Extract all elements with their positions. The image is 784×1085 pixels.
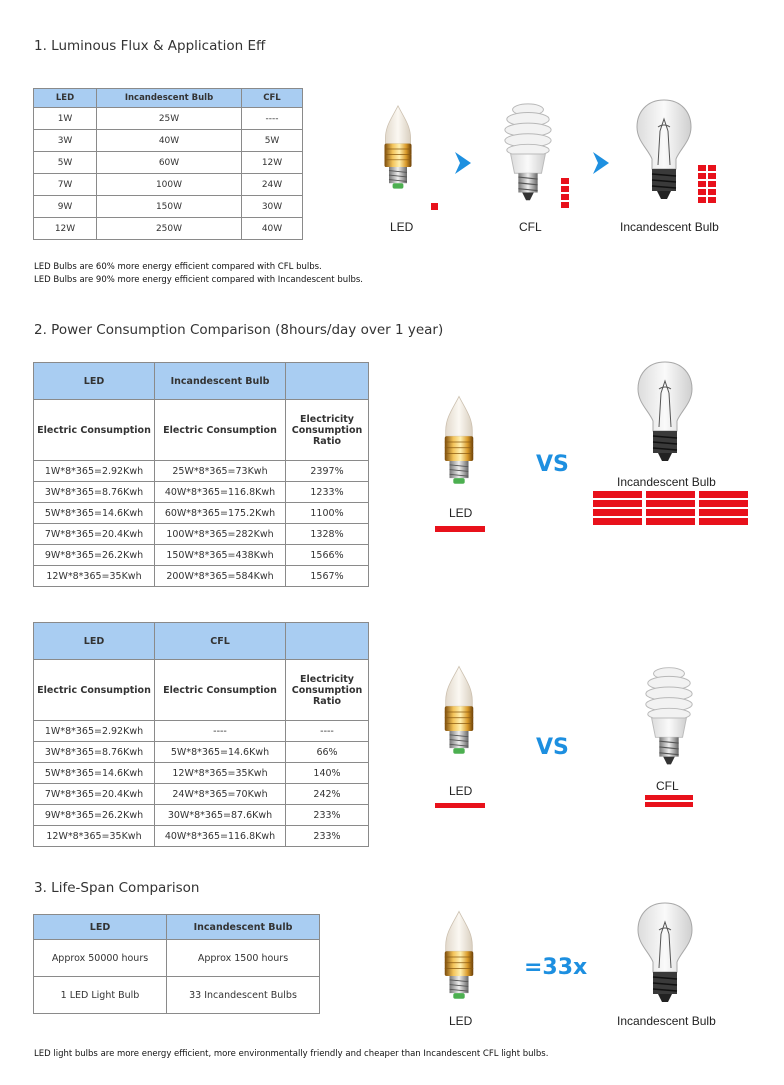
table-cell: 1328%	[286, 524, 369, 545]
table-cell: 150W	[97, 196, 242, 218]
table-cell: 40W	[97, 130, 242, 152]
led-label: LED	[449, 784, 473, 798]
table-row	[34, 503, 369, 524]
table-row	[34, 108, 303, 130]
table-row	[34, 152, 303, 174]
table-cell: 12W	[242, 152, 303, 174]
table-row	[34, 524, 369, 545]
table-cell: 3W*8*365=8.76Kwh	[34, 482, 155, 503]
table-cell: 12W*8*365=35Kwh	[34, 826, 155, 847]
incandescent-energy-bars	[698, 165, 716, 203]
table-cell: 242%	[286, 784, 369, 805]
table-header	[286, 623, 369, 660]
table-header: CFL	[155, 623, 286, 660]
table-subheader: Electricity Consumption Ratio	[286, 660, 369, 721]
table-cell: 12W	[34, 218, 97, 240]
table-cell: 12W*8*365=35Kwh	[155, 763, 286, 784]
led-label: LED	[449, 506, 473, 520]
table-cell: ----	[242, 108, 303, 130]
table-cell: 140%	[286, 763, 369, 784]
table-cell: 3W	[34, 130, 97, 152]
table-row	[34, 566, 369, 587]
table-cell: 24W	[242, 174, 303, 196]
table-cell: 33 Incandescent Bulbs	[167, 977, 320, 1014]
led-bulb-icon	[440, 905, 478, 1009]
table-cell: 1W*8*365=2.92Kwh	[34, 721, 155, 742]
cfl-energy-bar	[561, 186, 569, 192]
table-cell: Approx 1500 hours	[167, 940, 320, 977]
table-cell: ----	[155, 721, 286, 742]
table-header: Incandescent Bulb	[97, 89, 242, 108]
note-line: LED Bulbs are 60% more energy efficient compared with CFL bulbs.	[34, 262, 322, 272]
section3-title: 3. Life-Span Comparison	[34, 880, 200, 896]
incandescent-energy-bars	[593, 491, 748, 525]
cfl-energy-bar	[561, 202, 569, 208]
led-bulb-icon	[440, 660, 478, 764]
footer-note: LED light bulbs are more energy efficient, more environmentally friendly and cheaper than Incandescent CFL light bulbs.	[34, 1049, 549, 1059]
table-header: LED	[34, 89, 97, 108]
table-row	[34, 130, 303, 152]
incandescent-bulb-icon	[635, 900, 695, 1010]
table-cell: 5W*8*365=14.6Kwh	[34, 763, 155, 784]
table-cell: 233%	[286, 826, 369, 847]
table-cell: 250W	[97, 218, 242, 240]
incandescent-bulb-icon	[635, 358, 695, 470]
table-cell: 5W	[242, 130, 303, 152]
table-row	[34, 940, 320, 977]
table-header: LED	[34, 363, 155, 400]
table-cell: 25W	[97, 108, 242, 130]
table-row	[34, 196, 303, 218]
table-header: Incandescent Bulb	[167, 915, 320, 940]
table-subheader: Electric Consumption	[34, 400, 155, 461]
table-cell: 3W*8*365=8.76Kwh	[34, 742, 155, 763]
note-line: LED Bulbs are 90% more energy efficient compared with Incandescent bulbs.	[34, 275, 364, 285]
incandescent-bulb-icon	[634, 97, 694, 207]
table-cell: 100W	[97, 174, 242, 196]
ratio-text: =33x	[524, 955, 588, 980]
table-cell: 1 LED Light Bulb	[34, 977, 167, 1014]
led-label: LED	[449, 1014, 473, 1028]
table-row	[34, 174, 303, 196]
table-header	[286, 363, 369, 400]
table-subheader: Electric Consumption	[155, 660, 286, 721]
table-cell: 1233%	[286, 482, 369, 503]
incandescent-label: Incandescent Bulb	[617, 1014, 716, 1028]
table-cell: 30W	[242, 196, 303, 218]
table-cell: 9W	[34, 196, 97, 218]
led-bulb-icon	[440, 390, 478, 494]
power-consumption-table-cfl	[33, 622, 369, 847]
table-cell: ----	[286, 721, 369, 742]
table-row	[34, 826, 369, 847]
table-cell: 60W	[97, 152, 242, 174]
table-cell: 5W	[34, 152, 97, 174]
table-cell: 5W*8*365=14.6Kwh	[155, 742, 286, 763]
table-cell: Approx 50000 hours	[34, 940, 167, 977]
table-header: LED	[34, 915, 167, 940]
table-cell: 1W	[34, 108, 97, 130]
luminous-flux-table	[33, 88, 303, 240]
vs-text: VS	[536, 452, 569, 477]
led-energy-bar	[435, 803, 485, 808]
incandescent-label: Incandescent Bulb	[620, 220, 719, 234]
table-cell: 12W*8*365=35Kwh	[34, 566, 155, 587]
table-cell: 100W*8*365=282Kwh	[155, 524, 286, 545]
table-header: CFL	[242, 89, 303, 108]
table-row	[34, 721, 369, 742]
table-row	[34, 784, 369, 805]
table-subheader: Electric Consumption	[155, 400, 286, 461]
table-row	[34, 805, 369, 826]
table-cell: 1567%	[286, 566, 369, 587]
table-cell: 40W*8*365=116.8Kwh	[155, 482, 286, 503]
life-span-table	[33, 914, 320, 1014]
table-cell: 9W*8*365=26.2Kwh	[34, 545, 155, 566]
table-row	[34, 482, 369, 503]
table-cell: 7W*8*365=20.4Kwh	[34, 524, 155, 545]
table-subheader: Electric Consumption	[34, 660, 155, 721]
cfl-label: CFL	[656, 779, 679, 793]
table-cell: 150W*8*365=438Kwh	[155, 545, 286, 566]
chevron-right-icon	[452, 150, 474, 176]
table-header: Incandescent Bulb	[155, 363, 286, 400]
table-row	[34, 977, 320, 1014]
cfl-energy-bar	[645, 795, 693, 800]
table-cell: 200W*8*365=584Kwh	[155, 566, 286, 587]
cfl-bulb-icon	[640, 663, 698, 771]
table-cell: 7W*8*365=20.4Kwh	[34, 784, 155, 805]
table-cell: 66%	[286, 742, 369, 763]
table-cell: 5W*8*365=14.6Kwh	[34, 503, 155, 524]
table-cell: 9W*8*365=26.2Kwh	[34, 805, 155, 826]
cfl-energy-bar	[645, 802, 693, 807]
table-row	[34, 763, 369, 784]
table-subheader: Electricity Consumption Ratio	[286, 400, 369, 461]
table-cell: 40W*8*365=116.8Kwh	[155, 826, 286, 847]
table-cell: 2397%	[286, 461, 369, 482]
section1-title: 1. Luminous Flux & Application Eff	[34, 38, 266, 54]
table-cell: 1566%	[286, 545, 369, 566]
table-cell: 60W*8*365=175.2Kwh	[155, 503, 286, 524]
table-cell: 25W*8*365=73Kwh	[155, 461, 286, 482]
cfl-energy-bar	[561, 194, 569, 200]
table-row	[34, 545, 369, 566]
table-cell: 1W*8*365=2.92Kwh	[34, 461, 155, 482]
table-cell: 1100%	[286, 503, 369, 524]
table-cell: 24W*8*365=70Kwh	[155, 784, 286, 805]
power-consumption-table-incandescent	[33, 362, 369, 587]
vs-text: VS	[536, 735, 569, 760]
led-energy-bar	[431, 203, 438, 210]
section2-title: 2. Power Consumption Comparison (8hours/day over 1 year)	[34, 322, 444, 338]
led-label: LED	[390, 220, 414, 234]
table-cell: 40W	[242, 218, 303, 240]
led-bulb-icon	[380, 98, 416, 200]
table-cell: 30W*8*365=87.6Kwh	[155, 805, 286, 826]
cfl-label: CFL	[519, 220, 542, 234]
table-cell: 7W	[34, 174, 97, 196]
incandescent-label: Incandescent Bulb	[617, 475, 716, 489]
chevron-right-icon	[590, 150, 612, 176]
cfl-bulb-icon	[499, 100, 557, 206]
led-energy-bar	[435, 526, 485, 532]
table-row	[34, 742, 369, 763]
table-cell: 233%	[286, 805, 369, 826]
table-row	[34, 461, 369, 482]
cfl-energy-bar	[561, 178, 569, 184]
table-header: LED	[34, 623, 155, 660]
table-row	[34, 218, 303, 240]
